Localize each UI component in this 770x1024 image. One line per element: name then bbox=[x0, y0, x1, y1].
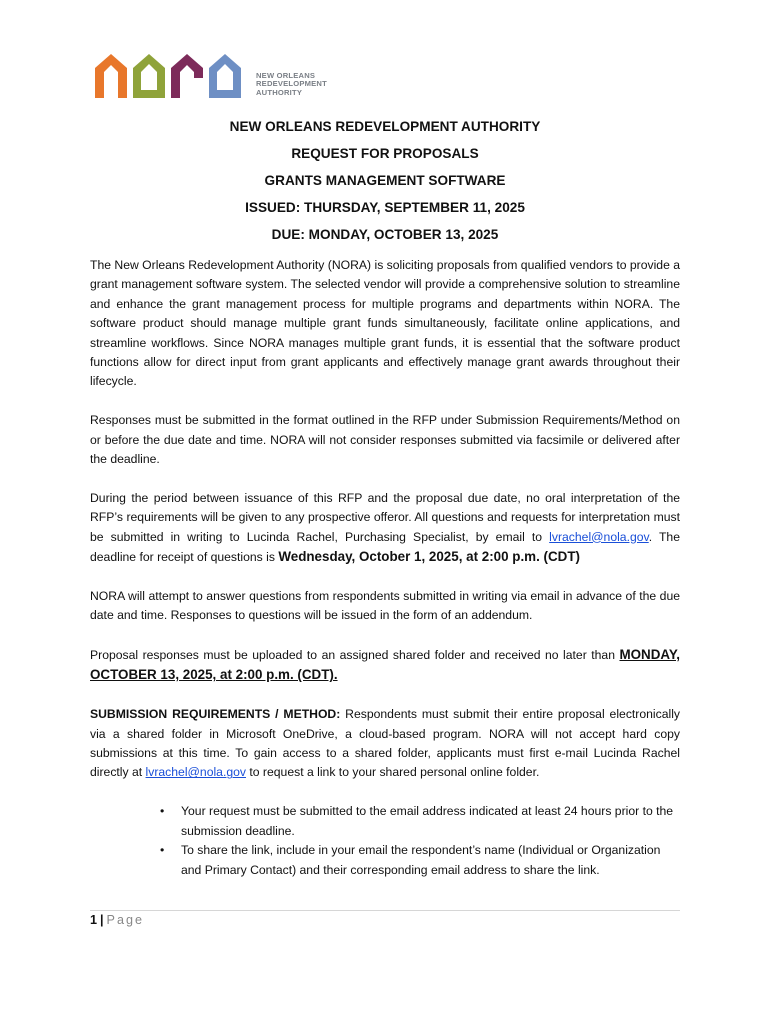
paragraph-questions bbox=[90, 489, 680, 568]
email-link[interactable]: lvrachel@nola.gov bbox=[145, 765, 246, 780]
proposal-deadline-text: Proposal responses must be uploaded to an assigned shared folder and received no later than bbox=[90, 648, 620, 663]
logo-line: REDEVELOPMENT bbox=[256, 79, 327, 89]
title-due: DUE: MONDAY, OCTOBER 13, 2025 bbox=[271, 227, 499, 242]
nora-logo-mark bbox=[93, 48, 253, 100]
paragraph-submission bbox=[90, 705, 680, 783]
questions-text: During the period between issuance of this RFP and the proposal due date, no oral interpretation of the RFP’s requirements will be given to any prospective offeror. All questions and requests for interpretation must be submitted in writing to Lucinda Rachel, Purchasing Specialist, by email to bbox=[90, 490, 680, 544]
bullet-glyph: • bbox=[160, 843, 165, 858]
title-rfp: REQUEST FOR PROPOSALS bbox=[291, 146, 479, 161]
paragraph-response-format: Responses must be submitted in the format outlined in the RFP under Submission Requirements/Method on or before the due date and time. NORA will not consider responses submitted via facsimile or delivered after the deadline. bbox=[90, 413, 680, 467]
title-issued: ISSUED: THURSDAY, SEPTEMBER 11, 2025 bbox=[245, 200, 525, 215]
logo-line: NEW ORLEANS bbox=[256, 71, 316, 80]
proposal-deadline-date: MONDAY, OCTOBER 13, 2025, at 2:00 p.m. (CDT). bbox=[90, 647, 680, 683]
title-agency: NEW ORLEANS REDEVELOPMENT AUTHORITY bbox=[229, 119, 541, 134]
logo-wordmark bbox=[256, 72, 327, 97]
title-subject: GRANTS MANAGEMENT SOFTWARE bbox=[264, 173, 506, 188]
nora-logo bbox=[93, 48, 327, 100]
title-block bbox=[90, 117, 680, 252]
bullet-glyph: • bbox=[160, 804, 165, 819]
list-item-text: Your request must be submitted to the email address indicated at least 24 hours prior to the submission deadline. bbox=[181, 804, 674, 838]
submission-bullet-list bbox=[90, 802, 680, 880]
logo-r-shape bbox=[171, 54, 203, 98]
questions-deadline: Wednesday, October 1, 2025, at 2:00 p.m. (CDT) bbox=[278, 549, 580, 565]
paragraph-proposal-deadline bbox=[90, 645, 680, 686]
list-item bbox=[90, 802, 680, 841]
footer-divider bbox=[90, 910, 680, 911]
email-link[interactable]: lvrachel@nola.gov bbox=[549, 529, 649, 544]
logo-a-shape bbox=[209, 54, 241, 98]
list-item bbox=[90, 841, 680, 880]
list-item-text: To share the link, include in your email the respondent’s name (Individual or Organization and Primary Contact) and their corresponding email address to share the link. bbox=[181, 843, 661, 877]
submission-label: SUBMISSION REQUIREMENTS / METHOD: bbox=[90, 707, 341, 722]
page-number: 1 bbox=[90, 913, 98, 927]
document-body bbox=[90, 256, 680, 880]
logo-line: AUTHORITY bbox=[256, 87, 303, 97]
logo-o-shape bbox=[133, 54, 165, 98]
page-label: Page bbox=[106, 913, 144, 927]
paragraph-answers: NORA will attempt to answer questions from respondents submitted in writing via email in advance of the due date and time. Responses to questions will be issued in the form of an addendum. bbox=[90, 588, 680, 623]
paragraph-intro: The New Orleans Redevelopment Authority (NORA) is soliciting proposals from qualified vendors to provide a grant management software system. The selected vendor will provide a comprehensive solution to streamline and enhance the grant management process for multiple programs and departments within NORA. The software product should manage multiple grant funds simultaneously, facilitate online applications, and streamline workflows. Since NORA manages multiple grant funds, it is essential that the software product functions allow for direct input from grant applicants and effectively manage grant awards throughout their lifecycle. bbox=[90, 258, 681, 389]
questions-text-2: . The deadline for receipt of questions is bbox=[90, 529, 680, 565]
footer-separator: | bbox=[100, 913, 104, 927]
submission-text: Respondents must submit their entire proposal electronically via a shared folder in Microsoft OneDrive, a cloud-based program. NORA will not accept hard copy submissions at this time. To gain access to a shared folder, applicants must first e-mail Lucinda Rachel directly at bbox=[90, 707, 680, 780]
logo-n-shape bbox=[95, 54, 127, 98]
page-footer bbox=[90, 913, 144, 927]
submission-text-2: to request a link to your shared personal online folder. bbox=[246, 765, 540, 780]
